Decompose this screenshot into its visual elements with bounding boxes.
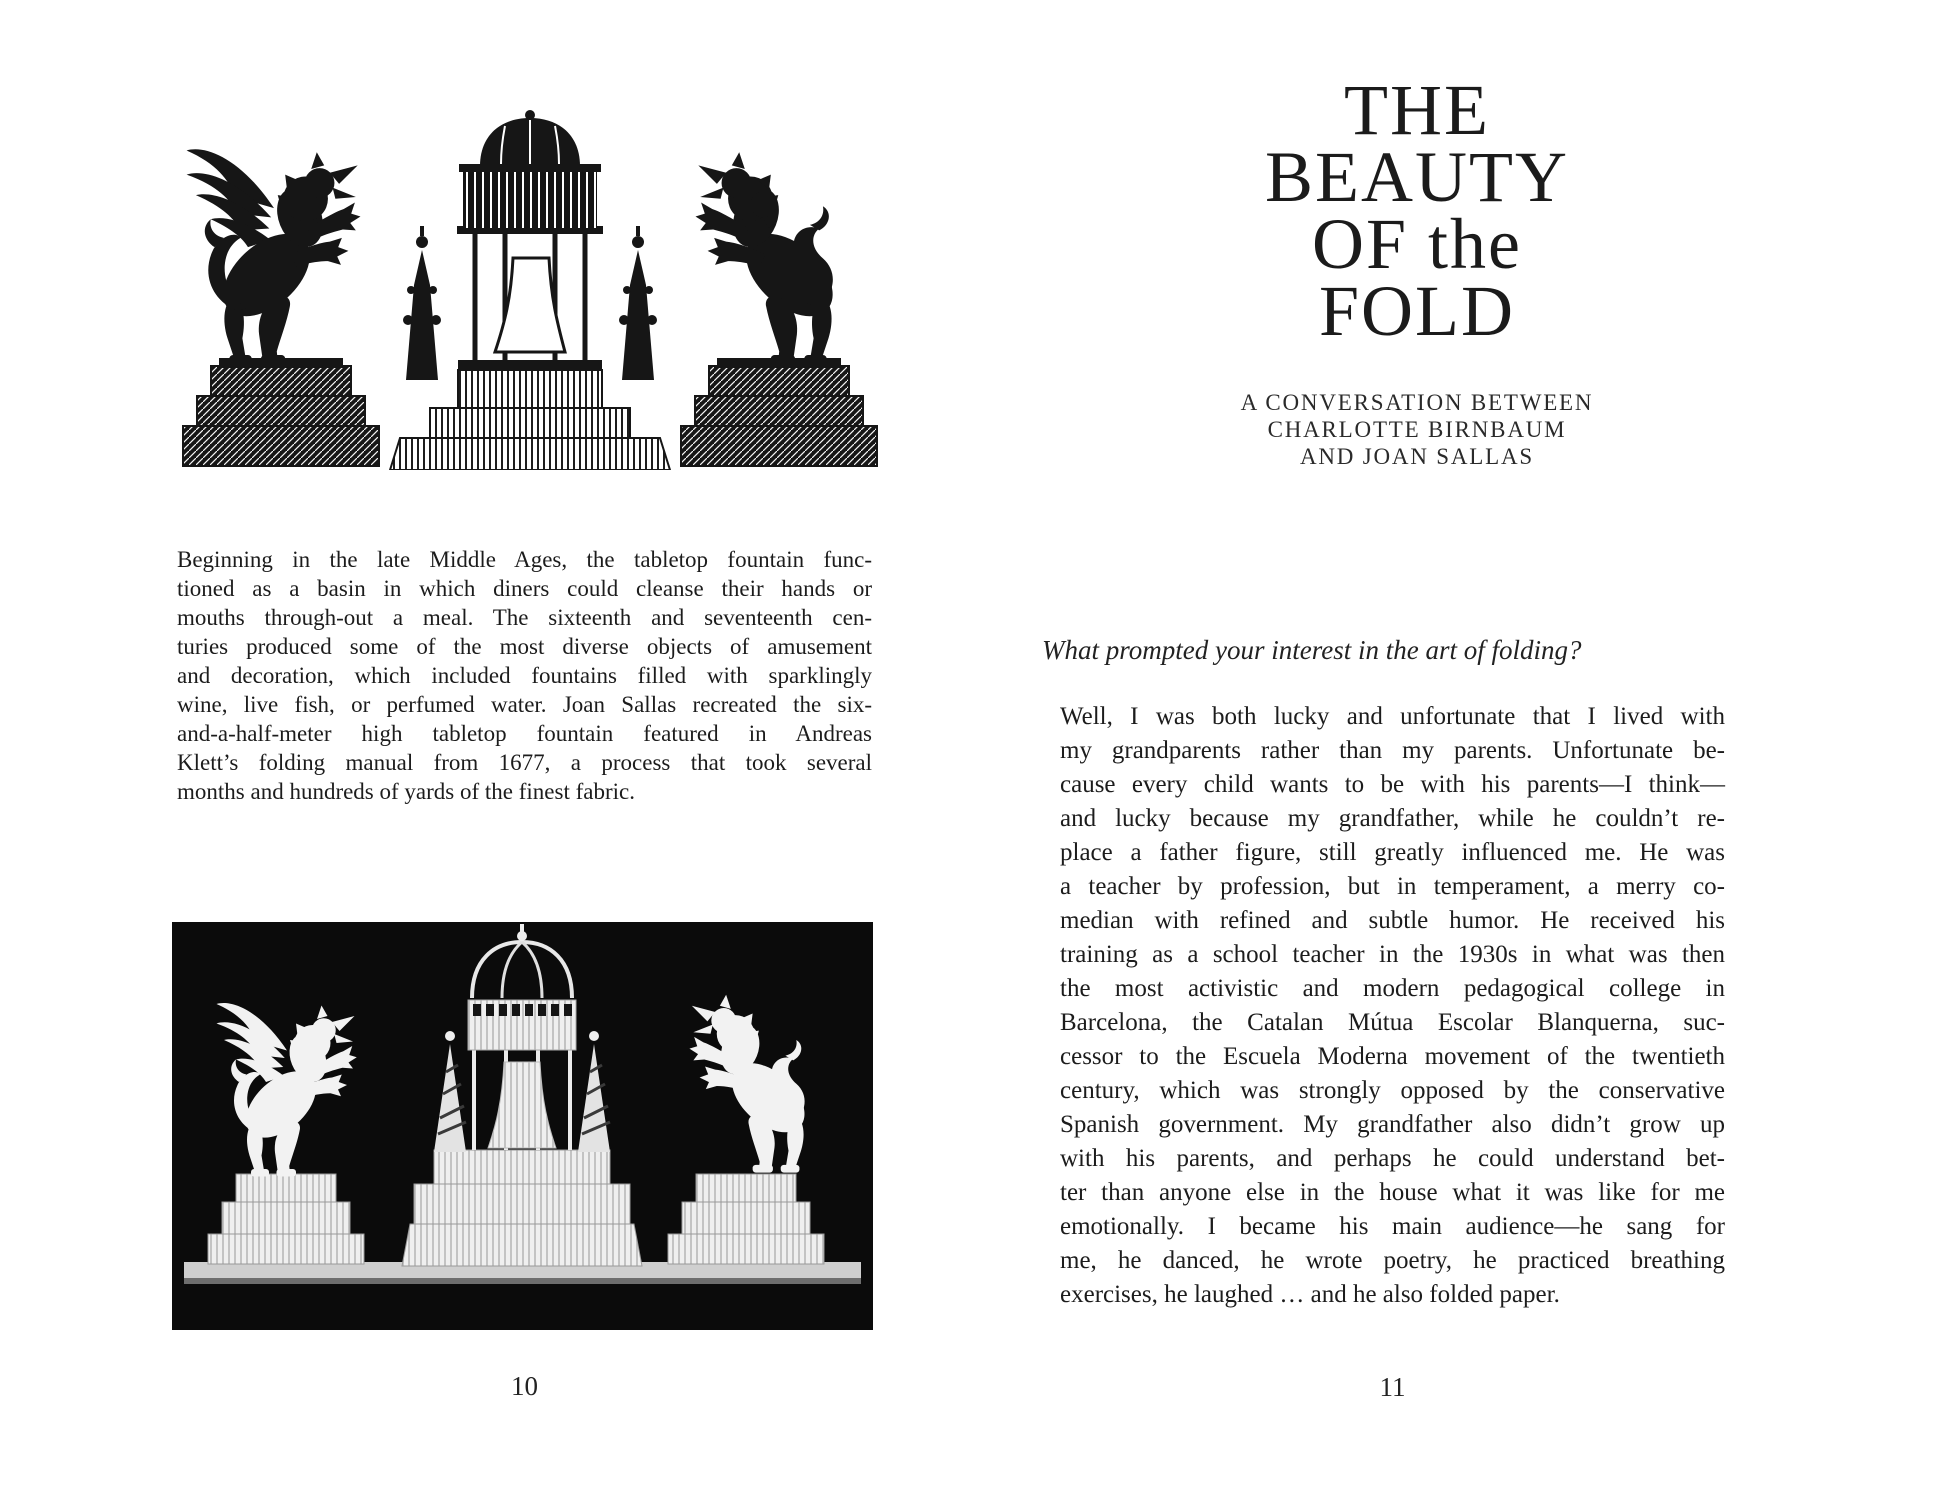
answer-line: the most activistic and modern pedagogical college in <box>1060 975 1725 1002</box>
subtitle-line: A CONVERSATION BETWEEN <box>1240 390 1594 415</box>
page-number-left: 10 <box>511 1371 538 1401</box>
answer-line: place a father figure, still greatly influenced me. He was <box>1060 839 1725 866</box>
answer-line: exercises, he laughed … and he also folded paper. <box>1060 1281 1560 1308</box>
answer-line: ter than anyone else in the house what it was like for me <box>1060 1179 1725 1206</box>
engraving-tabletop-fountain-illustration <box>175 108 885 470</box>
paragraph-line: and decoration, which included fountains filled with sparklingly <box>177 663 872 688</box>
paragraph-line: Klett’s folding manual from 1677, a process that took several <box>177 750 872 775</box>
subtitle-line: AND JOAN SALLAS <box>1299 444 1534 469</box>
subtitle-line: CHARLOTTE BIRNBAUM <box>1267 417 1567 442</box>
right-spire <box>619 226 657 380</box>
chapter-subtitle <box>1117 389 1717 470</box>
page-number-right: 11 <box>1379 1372 1406 1402</box>
paragraph-line: Beginning in the late Middle Ages, the tabletop fountain func- <box>177 547 872 572</box>
lion-figure <box>696 152 848 364</box>
answer-line: with his parents, and perhaps he could understand bet- <box>1060 1145 1725 1172</box>
answer-line: cessor to the Escuela Moderna movement of the twentieth <box>1060 1043 1725 1070</box>
answer-line: my grandparents rather than my parents. Unfortunate be- <box>1060 737 1725 764</box>
answer-line: training as a school teacher in the 1930s in what was then <box>1060 941 1725 968</box>
paragraph-line: tioned as a basin in which diners could cleanse their hands or <box>177 576 872 601</box>
title-line: OF the <box>1312 204 1522 284</box>
answer-line: me, he danced, he wrote poetry, he practiced breathing <box>1060 1247 1725 1274</box>
answer-line: Spanish government. My grandfather also didn’t grow up <box>1060 1111 1725 1138</box>
paragraph-line: wine, live fish, or perfumed water. Joan Sallas recreated the six- <box>177 692 872 717</box>
answer-line: Barcelona, the Catalan Mútua Escolar Blanquerna, suc- <box>1060 1009 1725 1036</box>
answer-line: and lucky because my grandfather, while he couldn’t re- <box>1060 805 1725 832</box>
title-line: FOLD <box>1318 271 1515 351</box>
left-page-paragraph <box>177 545 872 806</box>
answer-line: a teacher by profession, but in temperament, a merry co- <box>1060 873 1725 900</box>
answer-line: emotionally. I became his main audience—he sang for <box>1060 1213 1725 1240</box>
left-spire <box>403 226 441 380</box>
paragraph-line: mouths through-out a meal. The sixteenth and seventeenth cen- <box>177 605 872 630</box>
left-stepped-pedestal <box>183 366 379 466</box>
chapter-title <box>1117 70 1717 351</box>
griffin-figure <box>187 149 361 364</box>
photo-folded-fabric-fountain <box>172 922 873 1330</box>
paragraph-line: and-a-half-meter high tabletop fountain featured in Andreas <box>177 721 872 746</box>
paragraph-line: months and hundreds of yards of the finest fabric. <box>177 779 635 804</box>
answer-line: century, which was strongly opposed by the conservative <box>1060 1077 1725 1104</box>
paragraph-line: turies produced some of the most diverse objects of amusement <box>177 634 872 659</box>
answer-line: median with refined and subtle humor. He received his <box>1060 907 1725 934</box>
answer-line: cause every child wants to be with his parents—I think— <box>1060 771 1725 798</box>
interview-question: What prompted your interest in the art of folding? <box>1042 635 1582 665</box>
right-stepped-pedestal <box>681 366 877 466</box>
answer-line: Well, I was both lucky and unfortunate that I lived with <box>1060 703 1725 730</box>
title-line: BEAUTY <box>1265 137 1569 217</box>
interview-answer <box>1060 700 1725 1312</box>
title-line: THE <box>1344 70 1490 150</box>
